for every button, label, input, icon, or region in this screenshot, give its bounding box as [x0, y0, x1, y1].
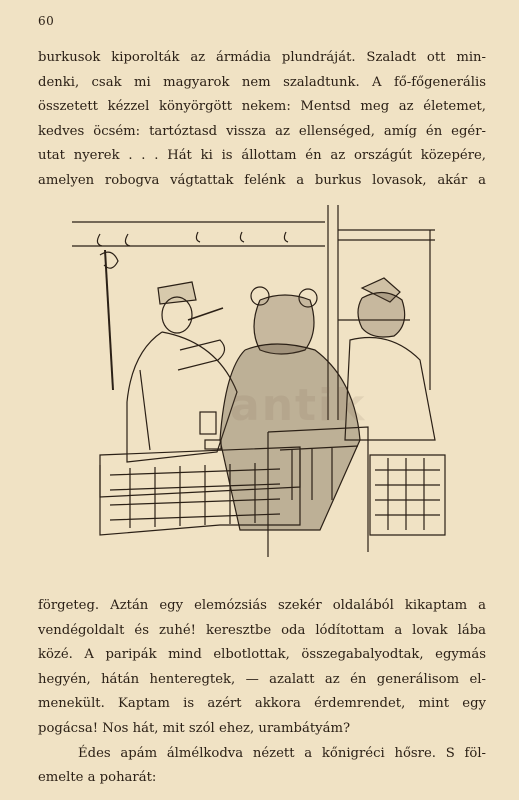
text-line: denki, csak mi magyarok nem szaladtunk. A fő-főgenerális — [38, 74, 486, 90]
tavern-illustration — [70, 200, 455, 565]
bottom-paragraph — [38, 594, 486, 791]
page-number: 60 — [38, 14, 55, 28]
text-line: összetett kézzel könyörgött nekem: Mentsd meg az életemet, — [38, 99, 486, 115]
top-paragraph — [38, 46, 486, 194]
text-line: menekült. Kaptam is azért akkora érdemrendet, mint egy — [38, 696, 486, 712]
text-line: förgeteg. Aztán egy elemózsiás szekér oldalából kikaptam a — [38, 598, 486, 613]
text-line: hegyén, hátán henteregtek, — azalatt az én generálisom el- — [38, 671, 486, 687]
text-line: amelyen robogva vágtattak felénk a burkus lovasok, akár a — [38, 172, 486, 188]
text-line: emelte a poharát: — [38, 770, 157, 786]
text-line: pogácsa! Nos hát, mit szól ehez, urambátyám? — [38, 720, 351, 736]
watermark: antik — [230, 380, 367, 431]
text-line: Édes apám álmélkodva nézett a kőnigréci hősre. S föl- — [78, 745, 486, 761]
text-line: kedves öcsém: tartóztasd vissza az ellenséged, amíg én egér- — [38, 123, 486, 139]
text-line: közé. A paripák mind elbotlottak, összegabalyodtak, egymás — [38, 647, 486, 663]
text-line: vendégoldalt és zuhé! keresztbe oda lódítottam a lovak lába — [38, 622, 486, 638]
text-line: burkusok kiporolták az ármádia plundráját. Szaladt ott min- — [38, 50, 486, 65]
text-line: utat nyerek . . . Hát ki is állottam én az országút közepére, — [38, 148, 486, 164]
